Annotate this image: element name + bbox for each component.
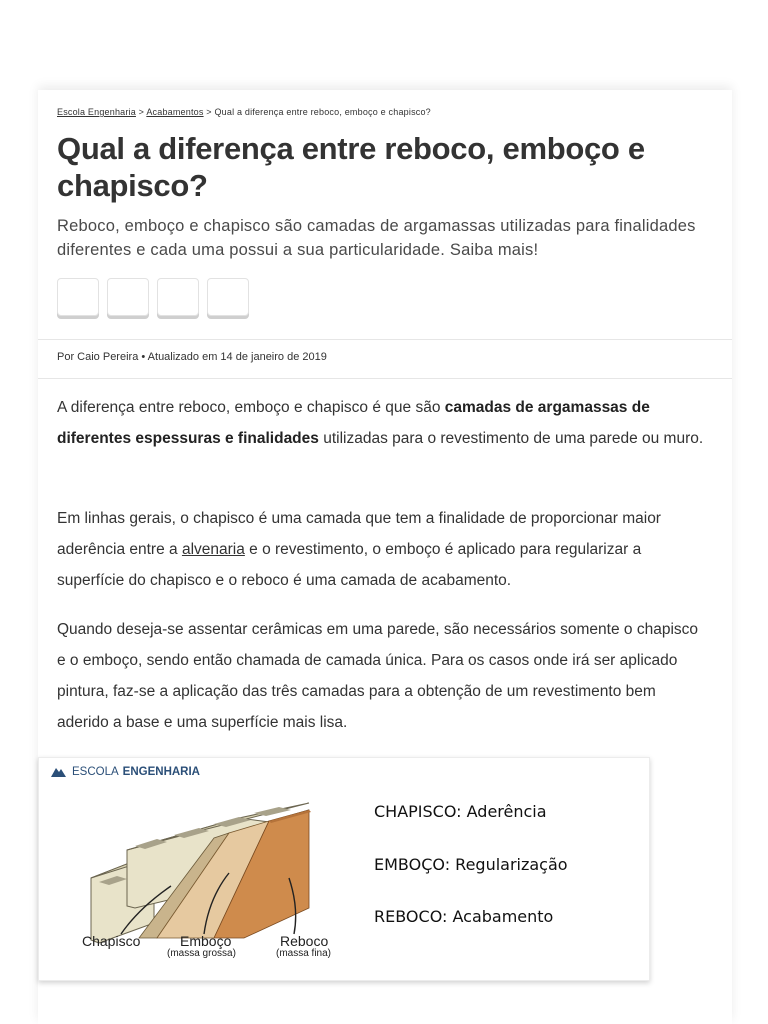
label-chapisco: CHAPISCO: Aderência <box>374 802 547 821</box>
share-button-2[interactable] <box>107 278 149 316</box>
wall-label-emboco: Emboço <box>180 933 232 949</box>
paragraph-text: utilizadas para o revestimento de uma parede ou muro. <box>318 430 704 447</box>
label-emboco: EMBOÇO: Regularização <box>374 855 568 874</box>
wall-label-chapisco: Chapisco <box>82 933 141 949</box>
share-button-4[interactable] <box>207 278 249 316</box>
breadcrumb <box>57 107 431 117</box>
article-card <box>38 90 732 1024</box>
logo-text-light: ESCOLA <box>72 766 119 778</box>
paragraph-bold-text: camadas de argamassas de diferentes espessuras e finalidades <box>57 399 650 447</box>
figure-logo <box>50 766 200 778</box>
byline: Por Caio Pereira • Atualizado em 14 de janeiro de 2019 <box>57 351 327 363</box>
paragraph-text: Em linhas gerais, o chapisco é uma camada que tem a finalidade de proporcionar maior aderência entre a <box>57 510 661 558</box>
paragraph-3: Quando deseja-se assentar cerâmicas em uma parede, são necessários somente o chapisco e o emboço, sendo então chamada de camada única. Para os casos onde irá ser aplicado pintura, faz-se a aplicação das três camadas para a obtenção de um revestimento bem aderido a base e uma superfície mais lisa. <box>57 621 699 731</box>
paragraph-2 <box>57 503 705 596</box>
breadcrumb-category-link[interactable]: Acabamentos <box>146 107 204 117</box>
alvenaria-link[interactable]: alvenaria <box>181 541 245 558</box>
article-subtitle: Reboco, emboço e chapisco são camadas de argamassas utilizadas para finalidades diferentes e cada uma possui a sua particularidade. Saiba mais! <box>57 217 696 259</box>
paragraph-1 <box>57 392 705 454</box>
paragraph-text: e o revestimento, o emboço é aplicado para regularizar a superfície do chapisco e o reboco é uma camada de acabamento. <box>57 541 642 589</box>
breadcrumb-separator: > <box>138 107 145 117</box>
wall-label-reboco: Reboco <box>280 933 329 949</box>
logo-text-bold: ENGENHARIA <box>122 766 200 778</box>
wall-sub-reboco: (massa fina) <box>276 948 332 959</box>
breadcrumb-current: Qual a diferença entre reboco, emboço e chapisco? <box>214 107 431 117</box>
breadcrumb-separator: > <box>206 107 212 117</box>
share-button-3[interactable] <box>157 278 199 316</box>
page-title: Qual a diferença entre reboco, emboço e chapisco? <box>57 131 645 203</box>
layers-figure <box>38 757 650 981</box>
paragraph-text: A diferença entre reboco, emboço e chapisco é que são <box>57 399 445 416</box>
share-buttons <box>57 278 249 316</box>
divider <box>38 378 732 379</box>
breadcrumb-home-link[interactable]: Escola Engenharia <box>57 107 136 117</box>
wall-sub-emboco: (massa grossa) <box>167 948 236 959</box>
share-button-1[interactable] <box>57 278 99 316</box>
label-reboco: REBOCO: Acabamento <box>374 907 554 926</box>
divider <box>38 339 732 340</box>
